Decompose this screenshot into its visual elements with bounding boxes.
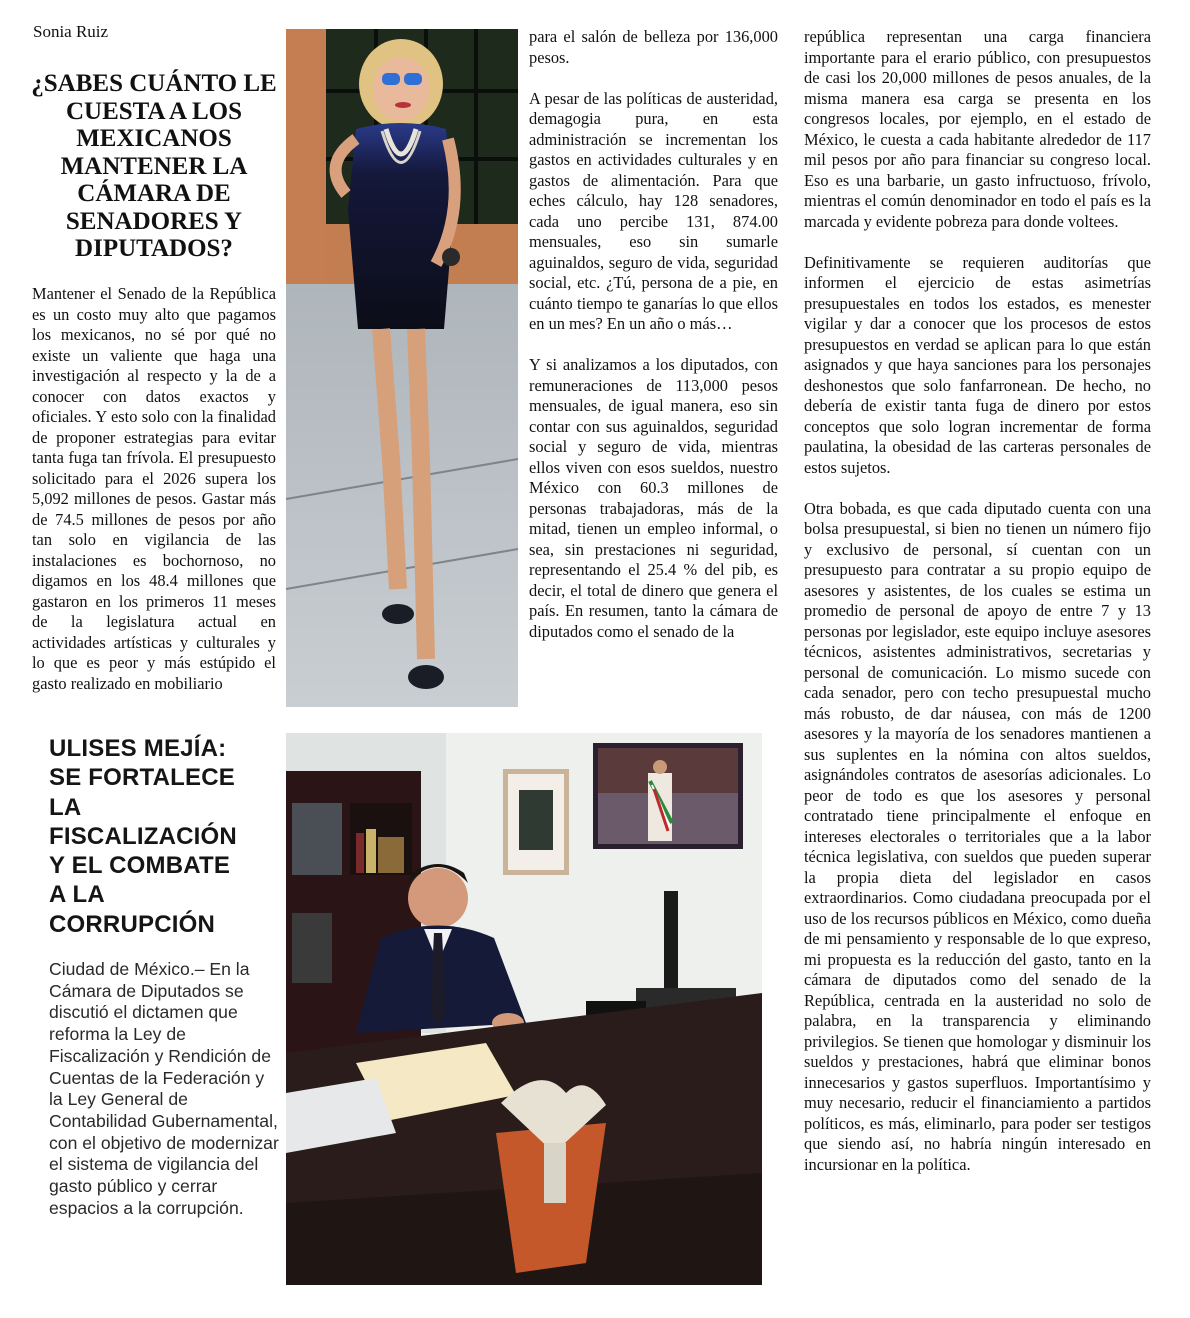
headline-line: LA (49, 793, 82, 821)
author-byline: Sonia Ruiz (33, 22, 109, 41)
headline-article-2 (49, 734, 274, 939)
paragraph: Y si analizamos a los diputados, con remuneraciones de 113,000 pesos mensuales, de igual manera, eso sin contar con sus aguinaldos, seguridad social y seguro de vida, mientras ellos viven con esos sueldos, nuestro México con 60.3 millones de personas trabajadoras, más de la mitad, tienen un empleo informal, o sea, sin prestaciones ni seguridad, representando el 25.4 % del pib, es decir, el total de dinero que genera el país. En resumen, tanto la cámara de diputados como el senado de la (529, 355, 778, 641)
paragraph: para el salón de belleza por 136,000 pesos. (529, 27, 778, 67)
office-scene-illustration (286, 733, 762, 1285)
article-1-column-2 (529, 27, 778, 642)
headline-article-1: ¿SABES CUÁNTO LE CUESTA A LOS MEXICANOS MANTENER LA CÁMARA DE SENADORES Y DIPUTADOS? (31, 70, 277, 262)
headline-line: CORRUPCIÓN (49, 910, 216, 938)
office-photo (286, 733, 762, 1285)
paragraph: Otra bobada, es que cada diputado cuenta con una bolsa presupuestal, si bien no tienen un número fijo y exclusivo de personal, sí cuentan con un presupuesto para contratar a su propio equipo de asesores y asistentes, de los cuales se estima un promedio de personal de apoyo de entre 7 y 13 personas por legislador, este equipo incluye asesores técnicos, asistentes administrativos, secretarias y personal de comunicación. Lo mismo sucede con cada senador, pero con techo presupuestal mucho más robusto, de dar náusea, con más de 1200 asesores y la mayoría de los senadores mantienen a sus suplentes en la nómina con altos sueldos, asignándoles contratos de asesorías adicionales. Lo peor de todo es que los asesores y personal contratado tiene principalmente el enfoque en intereses electorales o territoriales que a la labor técnica legislativa, con sueldos que pueden superar la propia dieta del legislador en casos extraordinarios. Como ciudadana preocupada por el uso de los recursos públicos en México, como dueña de mi pensamiento y responsable de lo que expreso, mi propuesta es la reducción del gasto, tanto en la cámara de diputados como del senado de la República, centrada en la austeridad no solo de palabra, en la transparencia y eliminando privilegios. Se tienen que homologar y disminuir los sueldos y prestaciones, habrá que eliminar bonos innecesarios y gastos superfluos. Importantísimo y muy necesario, reducir el financiamiento a partidos políticos, es más, eliminarlo, para poder ser testigos que siendo así, no habría ningún interesado en incursionar en la política. (804, 498, 1151, 1174)
headline-line: ULISES MEJÍA: (49, 735, 227, 762)
paragraph: Mantener el Senado de la República es un costo muy alto que pagamos los mexicanos, no sé por qué no existe un valiente que haga una investigación al respecto y la de a conocer con datos exactos y oficiales. Y esto solo con la finalidad de proponer estrategias para evitar tanta fuga tan frívola. El presupuesto solicitado para el 2026 supera los 5,092 millones de pesos. Gastar más de 74.5 millones de pesos por año tan solo en vigilancia de las instalaciones es bochornoso, no digamos en los 48.4 millones que gastaron en los primeros 11 meses de la legislatura actual en actividades artísticas y culturales y lo que es peor y más estúpido el gasto realizado en mobiliario (32, 284, 276, 693)
article-1-column-1 (32, 284, 276, 694)
headline-line: FISCALIZACIÓN (49, 822, 237, 850)
paragraph: A pesar de las políticas de austeridad, demagogia pura, en esta administración se incrementan los gastos en actividades culturales y en gastos de alimentación. Para que eches cálculo, hay 128 senadores, cada uno percibe 131, 874.00 mensuales, eso sin sumarle aguinaldos, seguro de vida, seguridad social, etc. ¿Tú, persona de a pie, en cuánto tiempo te ganarías lo que ellos en un mes? En un año o más… (529, 88, 778, 333)
paragraph: Definitivamente se requieren auditorías que informen el ejercicio de estas asimetrías presupuestales en todos los estados, es menester vigilar y dar a conocer que los procesos de estos presupuestos en verdad se aplican para lo que están asignados y que haya sanciones para los personajes deshonestos que solo fanfarronean. De hecho, no debería de existir tanta fuga de dinero por estos conceptos que solo logran incrementar de forma paulatina, la obesidad de las carteras personales de estos sujetos. (804, 252, 1151, 477)
headline-line: A LA (49, 881, 105, 909)
paragraph: república representan una carga financiera importante para el erario público, con presupuestos de casi los 20,000 millones de pesos anuales, de la misma manera esa carga se presenta en los congresos locales, por ejemplo, en el estado de México, le cuesta a cada habitante alrededor de 117 mil pesos por año para financiar su congreso local. Eso es una barbarie, un gasto infructuoso, frívolo, mientras el común denominador en todo el país es la marcada y evidente pobreza para donde voltees. (804, 27, 1151, 231)
article-1-column-3 (804, 27, 1151, 1175)
columnist-photo (286, 29, 518, 707)
headline-line: SE FORTALECE (49, 764, 235, 792)
woman-portrait-illustration (286, 29, 518, 707)
article-2-lead: Ciudad de México.– En la Cámara de Diputados se discutió el dictamen que reforma la Ley de Fiscalización y Rendición de Cuentas de la Federación y la Ley General de Contabilidad Gubernamental, con el objetivo de modernizar el sistema de vigilancia del gasto público y cerrar espacios a la corrupción. (49, 959, 279, 1218)
headline-line: Y EL COMBATE (49, 852, 231, 880)
